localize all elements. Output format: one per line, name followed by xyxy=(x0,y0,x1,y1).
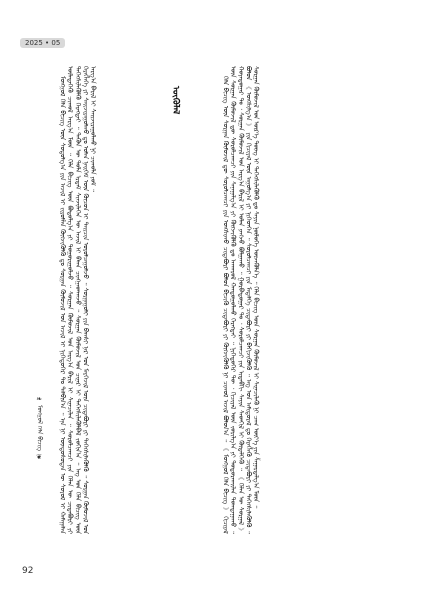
running-head-text: ᠮᠣᠩᠭᠣᠯ ᠬᠡᠯᠡ ᠪᠢᠴᠢᠭ xyxy=(36,404,43,452)
body-column-right xyxy=(221,66,407,534)
body-column-left xyxy=(58,66,208,534)
ornament-right-icon: ❦ xyxy=(35,453,43,462)
paragraph: ᠬᠡᠯᠡ ᠪᠢᠴᠢᠭ ᠦᠨ ᠰᠤᠷᠭᠠᠨ ᠬᠥᠮᠦᠵᠢᠯ ᠳᠦ ᠰᠤᠷᠤᠯᠴᠠᠭᠴᠢ ᠶᠢᠨ ᠤᠩᠰᠢᠬᠤ ᠴᠢᠳᠠᠪᠤᠷᠢ ᠪᠣᠯᠤᠨ ᠪᠢᠴᠢᠬᠦ ᠴᠢᠳᠠᠪᠤᠷᠢ ᠶᠢ ᠬᠥᠭᠵᠢᠭᠦᠯᠬᠦ ᠨᠢ ᠴᠢᠬᠤᠯ ᠠᠵᠢᠯ ᠪᠣᠯᠤᠨ᠎ᠠ ᠃ 《 ᠮᠣᠩᠭᠣᠯ ᠬᠡᠯᠡ ᠪᠢᠴᠢᠭ 》 ᠬᠢᠴᠢᠶᠡᠯ ᠦᠨ ᠰᠤᠷᠭᠠᠨ ᠬᠥᠮᠦᠵᠢᠯ ᠳᠦ ᠰᠤᠷᠤᠯᠴᠠᠭᠴᠢ ᠶᠢᠨ ᠰᠠᠨᠠᠭᠠᠯᠭ᠎ᠠ ᠶᠢ ᠬᠥᠭᠵᠢᠭᠦᠯᠬᠦ ᠳᠤ ᠠᠨᠬᠠᠷᠤᠯ ᠬᠠᠨᠳᠤᠭᠤᠯᠬᠤ ᠬᠡᠷᠡᠭᠲᠡᠢ ᠃ ᠨᠢᠭᠡᠳᠦᠭᠡᠷ ᠲᠦ ᠂ ᠬᠢᠴᠢᠶᠡᠯ ᠦᠨ ᠵᠣᠷᠢᠯᠭ᠎ᠠ ᠶᠢ ᠲᠣᠳᠣᠷᠬᠠᠢᠯᠠᠨ ᠲᠣᠭᠲᠠᠭᠠᠬᠤ ᠃ ᠬᠣᠶᠠᠳᠤᠭᠠᠷ ᠲᠤ ᠂ ᠰᠤᠷᠭᠠᠨ ᠬᠥᠮᠦᠵᠢᠯ ᠤᠨ ᠠᠷᠭ᠎ᠠ ᠪᠠᠷᠢᠯ ᠢ ᠣᠯᠠᠨ ᠶᠠᠩᠵᠤ ᠪᠣᠯᠭᠠᠬᠤ ᠃ ᠭᠤᠷᠪᠠᠳᠤᠭᠠᠷ ᠲᠤ ᠂ ᠰᠤᠷᠤᠯᠴᠠᠭᠴᠢ ᠶᠢᠨ ᠢᠳᠡᠪᠬᠢ ᠰᠠᠶᠢᠨ ᠰᠡᠳᠬᠢᠯ ᠢ ᠬᠥᠳᠡᠯᠭᠡᠬᠦ ᠃ 《 ᠬᠡᠯᠡᠨ ᠦ ᠰᠤᠷᠭᠠᠯ 》 ᠪᠣᠯᠤᠨ 《 ᠤᠩᠰᠢᠯᠭ᠎ᠠ 》 ᠶᠢᠨ ᠬᠢᠴᠢᠶᠡᠯ ᠦᠨ ᠠᠭᠤᠯᠭ᠎ᠠ ᠶᠢ ᠨᠢᠭᠡᠳᠬᠡᠨ ᠃ ᠰᠤᠷᠤᠯᠴᠠᠭᠴᠢ ᠶᠢᠨ ᠮᠡᠳᠡᠯᠭᠡ ᠴᠢᠳᠠᠪᠤᠷᠢ ᠶᠢ ᠪᠡᠬᠢᠵᠢᠭᠦᠯᠬᠦ ᠃ ᠡᠩ ᠤᠨ ᠠᠮᠢᠳᠤᠷᠠᠯ ᠳᠤ ᠬᠡᠷᠡᠭᠯᠡᠬᠦ ᠴᠢᠳᠠᠪᠤᠷᠢ ᠶᠢ ᠳᠡᠭᠡᠭᠰᠢᠯᠡᠭᠦᠯᠬᠦ ᠃ ᠰᠤᠷᠭᠠᠨ ᠬᠥᠮᠦᠵᠢᠯ ᠤᠨ ᠦᠷ᠎ᠡ ᠳᠦᠩ ᠢ ᠳᠡᠭᠡᠭᠰᠢᠯᠡᠭᠦᠯᠬᠦ ᠳᠤ ᠰᠠᠶᠢᠨ ᠨᠥᠯᠦᠭᠡ ᠦᠵᠡᠭᠦᠯᠨ᠎ᠡ ᠃ ᠬᠡᠯᠡ ᠪᠢᠴᠢᠭ ᠦᠨ ᠰᠤᠷᠭᠠᠨ ᠬᠥᠮᠦᠵᠢᠯ ᠢ ᠰᠢᠨᠡᠴᠢᠯᠡᠬᠦ ᠨᠢ ᠴᠠᠭ ᠦᠶ᠎ᠡ ᠶᠢᠨ ᠱᠠᠭᠠᠷᠳᠠᠯᠭ᠎ᠠ ᠮᠥᠨ ᠃ xyxy=(221,66,260,534)
running-head xyxy=(34,395,45,515)
section-title: ᠦᠭᠦᠯᠡᠯ xyxy=(170,86,180,115)
paragraph: ᠮᠣᠩᠭᠣᠯ ᠬᠡᠯᠡ ᠪᠢᠴᠢᠭ ᠦᠨ ᠰᠤᠳᠤᠯᠭ᠎ᠠ ᠶᠢᠨ ᠠᠵᠢᠯ ᠢ ᠵᠢᠷᠤᠮᠯᠠᠨ ᠬᠥᠭᠵᠢᠭᠦᠯᠬᠦ ᠳᠤ ᠰᠤᠷᠭᠠᠨ ᠬᠥᠮᠦᠵᠢᠯ ᠤᠨ ᠠᠵᠢᠯ ᠢ ᠨᠢᠭᠡᠳᠦᠭᠡᠷ ᠲᠤ ᠲᠠᠯᠪᠢᠨ᠎ᠠ ᠃ ᠡᠨᠡ ᠨᠢ ᠦᠨᠳᠦᠰᠦᠲᠡᠨ ᠦ ᠰᠣᠶᠣᠯ ᠢ ᠬᠠᠮᠠᠭᠠᠯᠠᠨ ᠦᠯᠡᠳᠡᠭᠡᠬᠦ ᠴᠢᠬᠤᠯ ᠠᠷᠭ᠎ᠠ ᠮᠥᠨ ᠃ ᠬᠡᠯᠡ ᠪᠢᠴᠢᠭ ᠦᠨ ᠪᠣᠳᠤᠯᠭ᠎ᠠ ᠶᠢ ᠲᠤᠭᠤᠷᠢᠭᠤᠯᠵᠤ ᠃ ᠰᠤᠷᠭᠠᠨ ᠬᠥᠮᠦᠵᠢᠯ ᠤᠨ ᠠᠷᠭ᠎ᠠ ᠪᠠᠷᠢᠯ ᠢ ᠰᠢᠨᠡᠴᠢᠯᠡᠨ ᠃ ᠰᠤᠷᠤᠯᠴᠠᠭᠴᠢ ᠶᠢᠨ ᠬᠡᠯᠡᠨ ᠦ ᠴᠢᠳᠠᠪᠤᠷᠢ ᠶᠢ ᠳᠡᠭᠡᠭᠰᠢᠯᠡᠭᠦᠯᠬᠦ ᠬᠡᠷᠡᠭᠲᠡᠢ ᠃ ᠲᠡᠭᠦᠨ ᠦ ᠲᠤᠯᠠ ᠡᠷᠳᠡᠮ ᠰᠢᠨᠵᠢᠯᠡᠭᠡᠨ ᠦ ᠠᠵᠢᠯ ᠢ ᠪᠠᠬᠠ ᠴᠢᠩᠭᠠᠳᠬᠠᠵᠤ ᠃ ᠰᠤᠷᠭᠠᠨ ᠬᠥᠮᠦᠵᠢᠯ ᠤᠨ ᠴᠢᠨᠠᠷ ᠢ ᠳᠡᠭᠡᠭᠰᠢᠯᠡᠭᠦᠯᠪᠡᠯ ᠵᠣᠬᠢᠨ᠎ᠠ ᠃ ᠡᠩ ᠤᠨ ᠬᠡᠯᠡ ᠪᠢᠴᠢᠭ ᠦᠨ ᠬᠡᠷᠡᠭᠯᠡᠭᠡ ᠶᠢ ᠰᠠᠢᠵᠢᠷᠠᠭᠤᠯᠬᠤ ᠳᠤ ᠣᠯᠠᠨ ᠨᠡᠢᠭᠡᠮ ᠦᠨ ᠬᠦᠴᠦᠨ ᠢ ᠳᠠᠢᠴᠢᠨ ᠣᠷᠣᠯᠴᠠᠭᠤᠯᠵᠤ ᠃ ᠰᠤᠷᠭᠠᠭᠤᠯᠢ ᠶᠢᠨ ᠪᠠᠭᠰᠢ ᠨᠠᠷ ᠤᠨ ᠮᠡᠷᠭᠡᠵᠢᠯ ᠦᠨ ᠴᠢᠳᠠᠪᠤᠷᠢ ᠶᠢ ᠳᠡᠭᠡᠭᠰᠢᠯᠡᠭᠦᠯᠬᠦ ᠃ ᠰᠤᠷᠭᠠᠨ ᠬᠥᠮᠦᠵᠢᠯ ᠤᠨ ᠠᠷᠭ᠎ᠠ ᠪᠠᠷᠢᠯ ᠢ ᠰᠠᠢᠵᠢᠷᠠᠭᠤᠯᠬᠤ ᠨᠢ ᠴᠢᠬᠤᠯᠠ ᠶᠤᠮ ᠃ xyxy=(58,66,97,534)
issue-tag: 2025 • 05 xyxy=(20,38,65,48)
page-number: 92 xyxy=(22,566,34,576)
ornament-left-icon: ❧ xyxy=(35,395,43,403)
